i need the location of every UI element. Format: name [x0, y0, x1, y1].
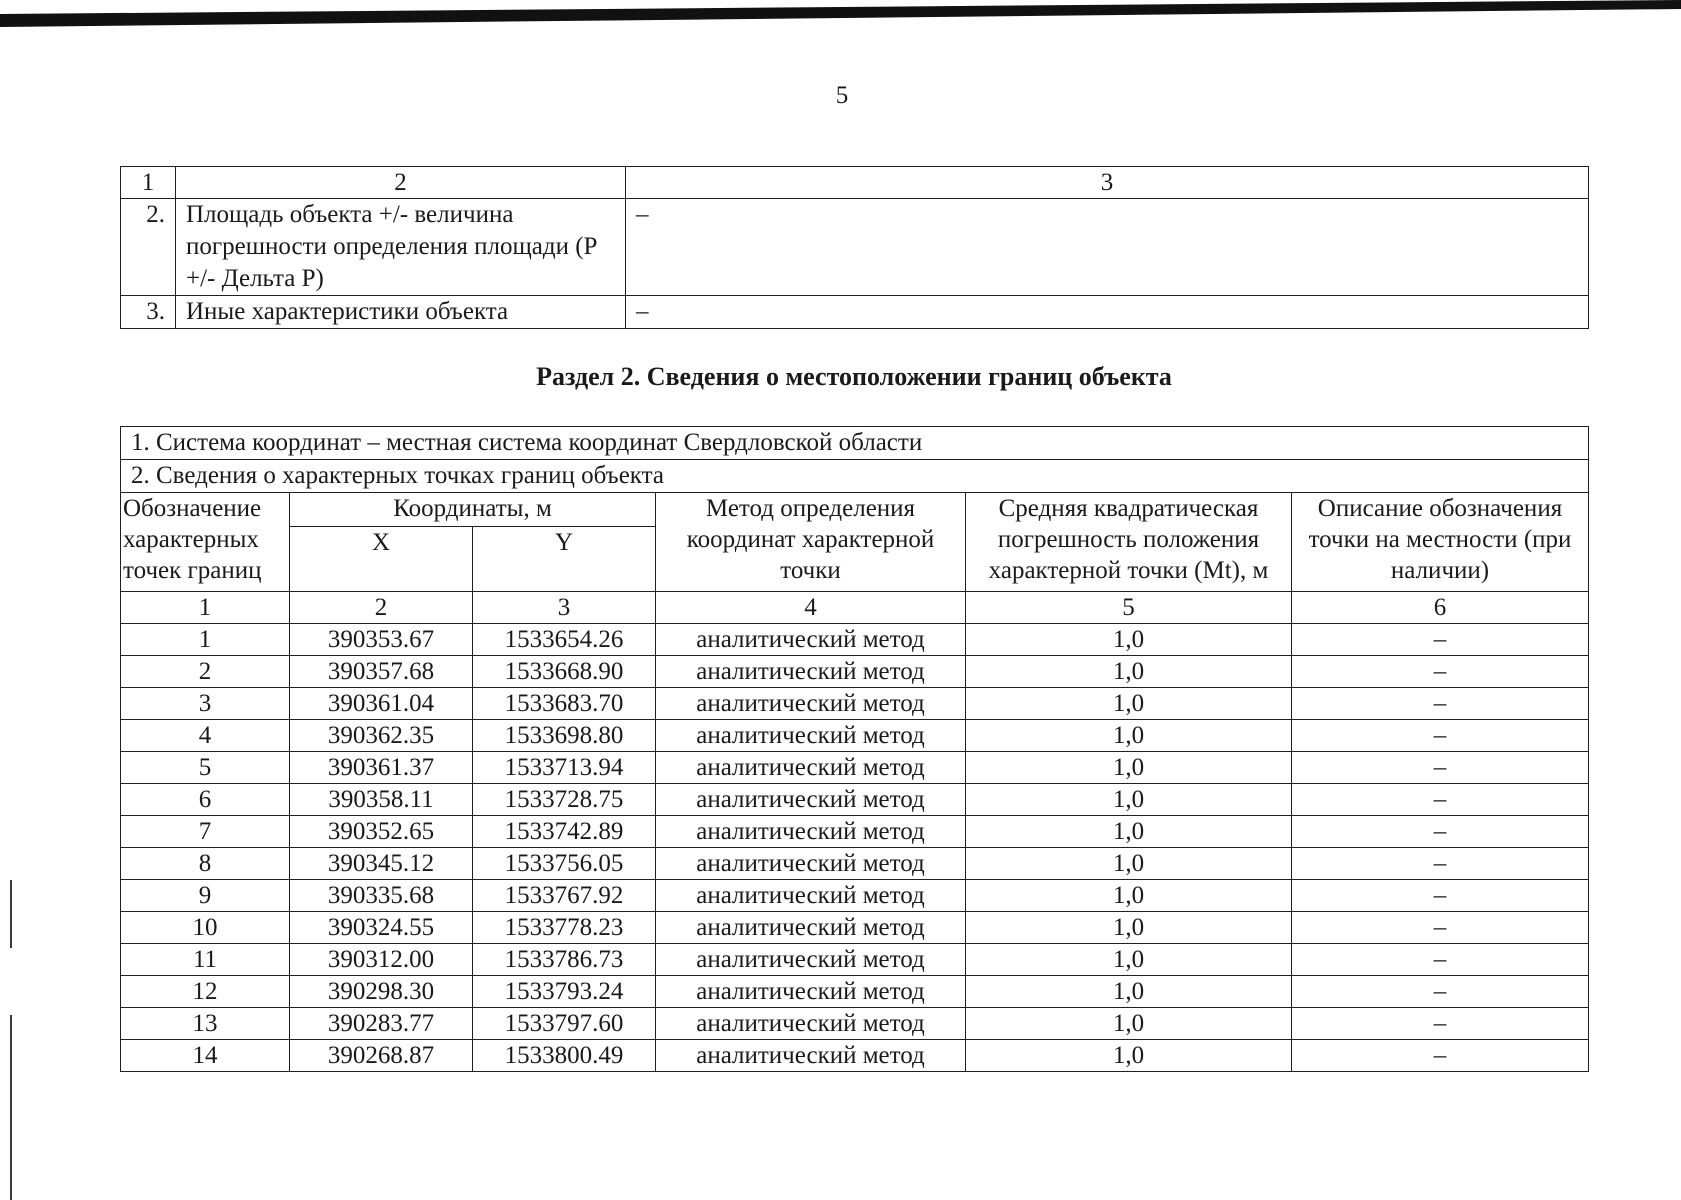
point-id: 5 — [121, 752, 290, 784]
description-value: – — [1292, 720, 1589, 752]
description-value: – — [1292, 1008, 1589, 1040]
y-header: Y — [473, 527, 656, 592]
method-value: аналитический метод — [656, 1040, 966, 1072]
description-value: – — [1292, 624, 1589, 656]
method-value: аналитический метод — [656, 816, 966, 848]
x-header: X — [290, 527, 473, 592]
method-value: аналитический метод — [656, 752, 966, 784]
description-value: – — [1292, 848, 1589, 880]
column-number: 1 — [121, 167, 176, 199]
y-coordinate: 1533654.26 — [473, 624, 656, 656]
table-row — [121, 912, 1589, 944]
column-number: 3 — [626, 167, 1589, 199]
y-coordinate: 1533800.49 — [473, 1040, 656, 1072]
top-border-rule — [0, 0, 1681, 28]
method-value: аналитический метод — [656, 880, 966, 912]
y-coordinate: 1533778.23 — [473, 912, 656, 944]
table-row — [121, 720, 1589, 752]
column-number: 2 — [290, 592, 473, 624]
error-value: 1,0 — [966, 720, 1292, 752]
point-id: 9 — [121, 880, 290, 912]
point-id: 3 — [121, 688, 290, 720]
characteristic-value: – — [626, 199, 1589, 296]
table-row — [121, 199, 1589, 296]
error-value: 1,0 — [966, 688, 1292, 720]
method-value: аналитический метод — [656, 784, 966, 816]
points-section-title: 2. Сведения о характерных точках границ объекта — [121, 460, 1589, 493]
y-coordinate: 1533668.90 — [473, 656, 656, 688]
description-value: – — [1292, 912, 1589, 944]
x-coordinate: 390298.30 — [290, 976, 473, 1008]
section-title: Раздел 2. Сведения о местоположении границ объекта — [536, 362, 1172, 391]
x-coordinate: 390358.11 — [290, 784, 473, 816]
table-row — [121, 624, 1589, 656]
error-value: 1,0 — [966, 976, 1292, 1008]
x-coordinate: 390312.00 — [290, 944, 473, 976]
x-coordinate: 390324.55 — [290, 912, 473, 944]
y-coordinate: 1533756.05 — [473, 848, 656, 880]
x-coordinate: 390361.04 — [290, 688, 473, 720]
page-number: 5 — [835, 82, 849, 109]
table-row — [121, 752, 1589, 784]
error-value: 1,0 — [966, 752, 1292, 784]
y-coordinate: 1533713.94 — [473, 752, 656, 784]
column-number: 3 — [473, 592, 656, 624]
y-coordinate: 1533683.70 — [473, 688, 656, 720]
error-value: 1,0 — [966, 816, 1292, 848]
table-row — [121, 656, 1589, 688]
y-coordinate: 1533797.60 — [473, 1008, 656, 1040]
description-value: – — [1292, 1040, 1589, 1072]
boundary-points-table — [120, 426, 1589, 1072]
row-number: 2. — [121, 199, 176, 296]
method-value: аналитический метод — [656, 976, 966, 1008]
table-row — [121, 296, 1589, 329]
y-coordinate: 1533728.75 — [473, 784, 656, 816]
table-row — [121, 1008, 1589, 1040]
description-value: – — [1292, 688, 1589, 720]
characteristic-name: Площадь объекта +/- величина погрешности определения площади (Р +/- Дельта Р) — [176, 199, 626, 296]
point-id: 11 — [121, 944, 290, 976]
error-value: 1,0 — [966, 912, 1292, 944]
left-margin-line — [10, 880, 12, 948]
point-id: 14 — [121, 1040, 290, 1072]
point-id: 8 — [121, 848, 290, 880]
method-value: аналитический метод — [656, 848, 966, 880]
description-value: – — [1292, 816, 1589, 848]
point-id: 4 — [121, 720, 290, 752]
description-value: – — [1292, 976, 1589, 1008]
coordinate-system: 1. Система координат – местная система координат Свердловской области — [121, 427, 1589, 460]
point-id: 12 — [121, 976, 290, 1008]
description-header: Описание обозначения точки на местности (при наличии) — [1292, 493, 1589, 592]
point-id: 1 — [121, 624, 290, 656]
characteristic-name: Иные характеристики объекта — [176, 296, 626, 329]
point-designation-header: Обозначение характерных точек границ — [121, 493, 290, 592]
x-coordinate: 390361.37 — [290, 752, 473, 784]
error-value: 1,0 — [966, 880, 1292, 912]
method-value: аналитический метод — [656, 624, 966, 656]
table-row — [121, 880, 1589, 912]
table-header-row — [121, 167, 1589, 199]
error-value: 1,0 — [966, 624, 1292, 656]
x-coordinate: 390268.87 — [290, 1040, 473, 1072]
y-coordinate: 1533793.24 — [473, 976, 656, 1008]
table-row — [121, 688, 1589, 720]
method-header: Метод определения координат характерной точки — [656, 493, 966, 592]
x-coordinate: 390362.35 — [290, 720, 473, 752]
method-value: аналитический метод — [656, 656, 966, 688]
x-coordinate: 390345.12 — [290, 848, 473, 880]
table-row — [121, 944, 1589, 976]
column-number: 4 — [656, 592, 966, 624]
x-coordinate: 390335.68 — [290, 880, 473, 912]
error-value: 1,0 — [966, 944, 1292, 976]
error-value: 1,0 — [966, 656, 1292, 688]
table-row — [121, 784, 1589, 816]
method-value: аналитический метод — [656, 1008, 966, 1040]
error-header: Средняя квадратическая погрешность положения характерной точки (Mt), м — [966, 493, 1292, 592]
column-number: 2 — [176, 167, 626, 199]
method-value: аналитический метод — [656, 720, 966, 752]
characteristic-value: – — [626, 296, 1589, 329]
error-value: 1,0 — [966, 848, 1292, 880]
column-number: 1 — [121, 592, 290, 624]
y-coordinate: 1533742.89 — [473, 816, 656, 848]
error-value: 1,0 — [966, 784, 1292, 816]
column-number: 6 — [1292, 592, 1589, 624]
error-value: 1,0 — [966, 1040, 1292, 1072]
table-row — [121, 1040, 1589, 1072]
table-row — [121, 848, 1589, 880]
object-characteristics-table — [120, 166, 1589, 329]
description-value: – — [1292, 656, 1589, 688]
method-value: аналитический метод — [656, 944, 966, 976]
left-margin-line — [10, 1015, 12, 1200]
table-row — [121, 816, 1589, 848]
data-rows — [121, 624, 1589, 1072]
coordinates-header: Координаты, м — [290, 493, 656, 527]
y-coordinate: 1533767.92 — [473, 880, 656, 912]
table-row — [121, 976, 1589, 1008]
y-coordinate: 1533698.80 — [473, 720, 656, 752]
point-id: 6 — [121, 784, 290, 816]
point-id: 10 — [121, 912, 290, 944]
point-id: 2 — [121, 656, 290, 688]
column-numbers-row — [121, 592, 1589, 624]
x-coordinate: 390352.65 — [290, 816, 473, 848]
row-number: 3. — [121, 296, 176, 329]
description-value: – — [1292, 752, 1589, 784]
description-value: – — [1292, 880, 1589, 912]
x-coordinate: 390283.77 — [290, 1008, 473, 1040]
method-value: аналитический метод — [656, 912, 966, 944]
point-id: 7 — [121, 816, 290, 848]
method-value: аналитический метод — [656, 688, 966, 720]
x-coordinate: 390357.68 — [290, 656, 473, 688]
y-coordinate: 1533786.73 — [473, 944, 656, 976]
column-number: 5 — [966, 592, 1292, 624]
error-value: 1,0 — [966, 1008, 1292, 1040]
x-coordinate: 390353.67 — [290, 624, 473, 656]
description-value: – — [1292, 944, 1589, 976]
point-id: 13 — [121, 1008, 290, 1040]
description-value: – — [1292, 784, 1589, 816]
